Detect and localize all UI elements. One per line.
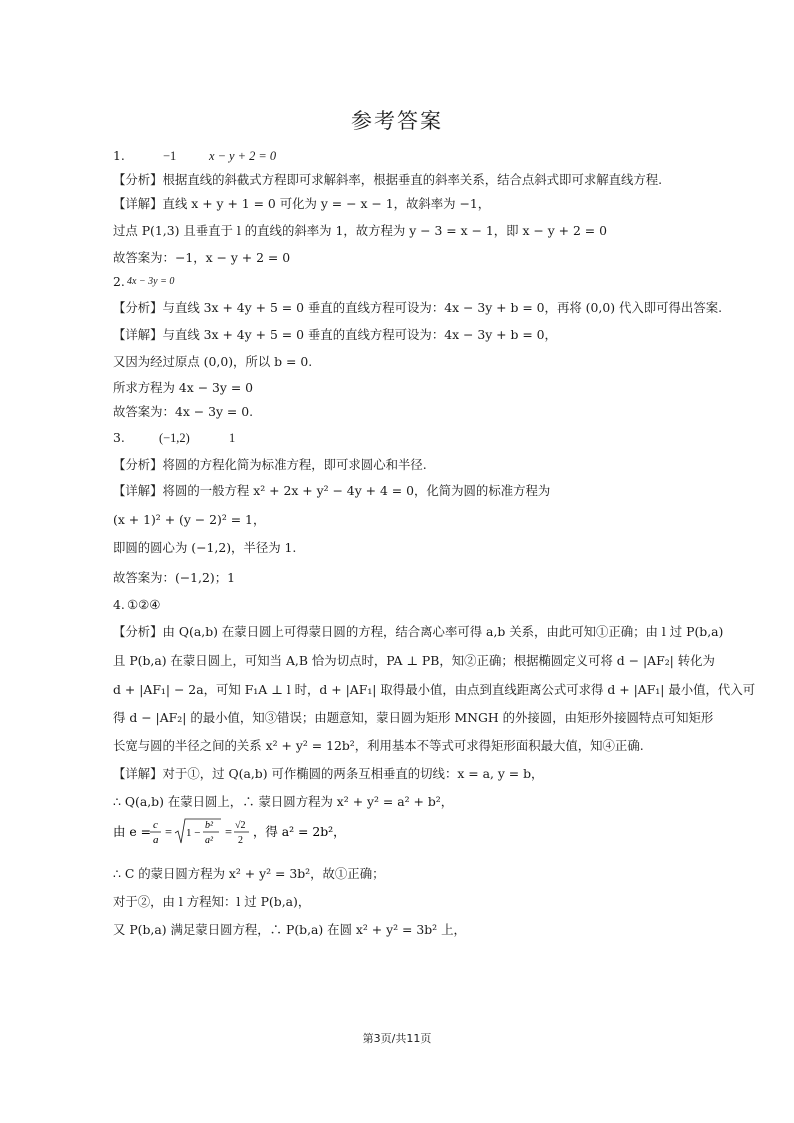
q2-detail-3: 所求方程为 4x − 3y = 0: [113, 380, 254, 395]
equals-2: =: [225, 825, 232, 839]
q4-detail-3: [113, 820, 693, 850]
q4-analysis-4: 得 d − |AF₂| 的最小值，知③错误；由题意知，蒙日圆为矩形 MNGH 的外接圆，由矩形外接圆特点可知矩形: [113, 710, 714, 725]
q4-detail-6: 又 P(b,a) 满足蒙日圆方程，∴ P(b,a) 在圆 x² + y² = 3b² 上，: [113, 922, 466, 937]
q2-detail-1: 【详解】与直线 3x + 4y + 5 = 0 垂直的直线方程可设为：4x − 3y + b = 0，: [113, 327, 557, 342]
frac-b2: b²: [205, 820, 213, 831]
frac-c: c: [153, 819, 158, 831]
q3-detail-1: 【详解】将圆的一般方程 x² + 2x + y² − 4y + 4 = 0，化简为圆的标准方程为: [113, 483, 551, 498]
q4-number: 4.: [113, 597, 125, 612]
q1-detail-2: 过点 P(1,3) 且垂直于 l 的直线的斜率为 1，故方程为 y − 3 = x − 1，即 x − y + 2 = 0: [113, 223, 608, 238]
q4-detail-4: ∴ C 的蒙日圆方程为 x² + y² = 3b²，故①正确；: [113, 866, 385, 881]
frac-a2: a²: [205, 835, 213, 846]
e-label: 由 e =: [113, 824, 151, 839]
equals-1: =: [165, 825, 172, 839]
q3-final-answer: 故答案为：(−1,2)；1: [113, 570, 235, 585]
q1-answer-line: x − y + 2 = 0: [209, 149, 277, 163]
q1-detail-1: 【详解】直线 x + y + 1 = 0 可化为 y = − x − 1，故斜率为 −1，: [113, 196, 491, 211]
page-title: 参考答案: [351, 109, 443, 133]
q2-number: 2.: [113, 274, 125, 289]
q3-detail-3: 即圆的圆心为 (−1,2)，半径为 1.: [113, 540, 297, 555]
q4-detail-1: 【详解】对于①，过 Q(a,b) 可作椭圆的两条互相垂直的切线：x = a, y = b，: [113, 766, 544, 781]
q1-answer-slope: −1: [163, 149, 177, 163]
q4-analysis-5: 长宽与圆的半径之间的关系 x² + y² = 12b²，利用基本不等式可求得矩形面积最大值，知④正确.: [113, 738, 644, 753]
q1-number: 1.: [113, 148, 125, 163]
frac-a: a: [153, 834, 159, 846]
eccentricity-formula: [113, 816, 473, 848]
q4-analysis-2: 且 P(b,a) 在蒙日圆上，可知当 A,B 恰为切点时，PA ⊥ PB，知②正确；根据椭圆定义可将 d − |AF₂| 转化为: [113, 653, 715, 668]
q2-answer: 4x − 3y = 0: [127, 276, 175, 287]
q4-detail-2: ∴ Q(a,b) 在蒙日圆上，∴ 蒙日圆方程为 x² + y² = a² + b²，: [113, 794, 454, 809]
q1-analysis: 【分析】根据直线的斜截式方程即可求解斜率，根据垂直的斜率关系，结合点斜式即可求解直线方程.: [113, 172, 663, 187]
one-minus: 1 −: [186, 827, 201, 839]
q2-final-answer: 故答案为：4x − 3y = 0.: [113, 404, 254, 419]
q4-header: [113, 597, 693, 613]
frac-root2: √2: [235, 820, 246, 831]
q3-answer-radius: 1: [229, 431, 236, 445]
q3-answer-center: (−1,2): [159, 431, 190, 445]
q1-header: [113, 148, 693, 164]
q2-detail-2: 又因为经过原点 (0,0)，所以 b = 0.: [113, 354, 313, 369]
q2-analysis: 【分析】与直线 3x + 4y + 5 = 0 垂直的直线方程可设为：4x − 3y + b = 0，再将 (0,0) 代入即可得出答案.: [113, 300, 723, 315]
q3-analysis: 【分析】将圆的方程化简为标准方程，即可求圆心和半径.: [113, 457, 427, 472]
q3-number: 3.: [113, 430, 125, 445]
q3-detail-2: (x + 1)² + (y − 2)² = 1，: [113, 512, 266, 527]
q3-header: [113, 430, 693, 446]
q2-header: [113, 274, 693, 290]
frac-two: 2: [238, 835, 243, 846]
q4-detail-5: 对于②，由 l 方程知：l 过 P(b,a)，: [113, 894, 311, 909]
q1-final-answer: 故答案为：−1，x − y + 2 = 0: [113, 250, 291, 265]
q4-analysis-3: d + |AF₁| − 2a，可知 F₁A ⊥ l 时，d + |AF₁| 取得最小值，由点到直线距离公式可求得 d + |AF₁| 最小值，代入可: [113, 682, 756, 697]
q4-analysis-1: 【分析】由 Q(a,b) 在蒙日圆上可得蒙日圆的方程，结合离心率可得 a,b 关系，由此可知①正确；由 l 过 P(b,a): [113, 624, 724, 639]
a2-result: ，得 a² = 2b²，: [253, 824, 346, 839]
page-footer: 第3页/共11页: [362, 1032, 432, 1045]
q4-answer: ①②④: [127, 597, 161, 612]
